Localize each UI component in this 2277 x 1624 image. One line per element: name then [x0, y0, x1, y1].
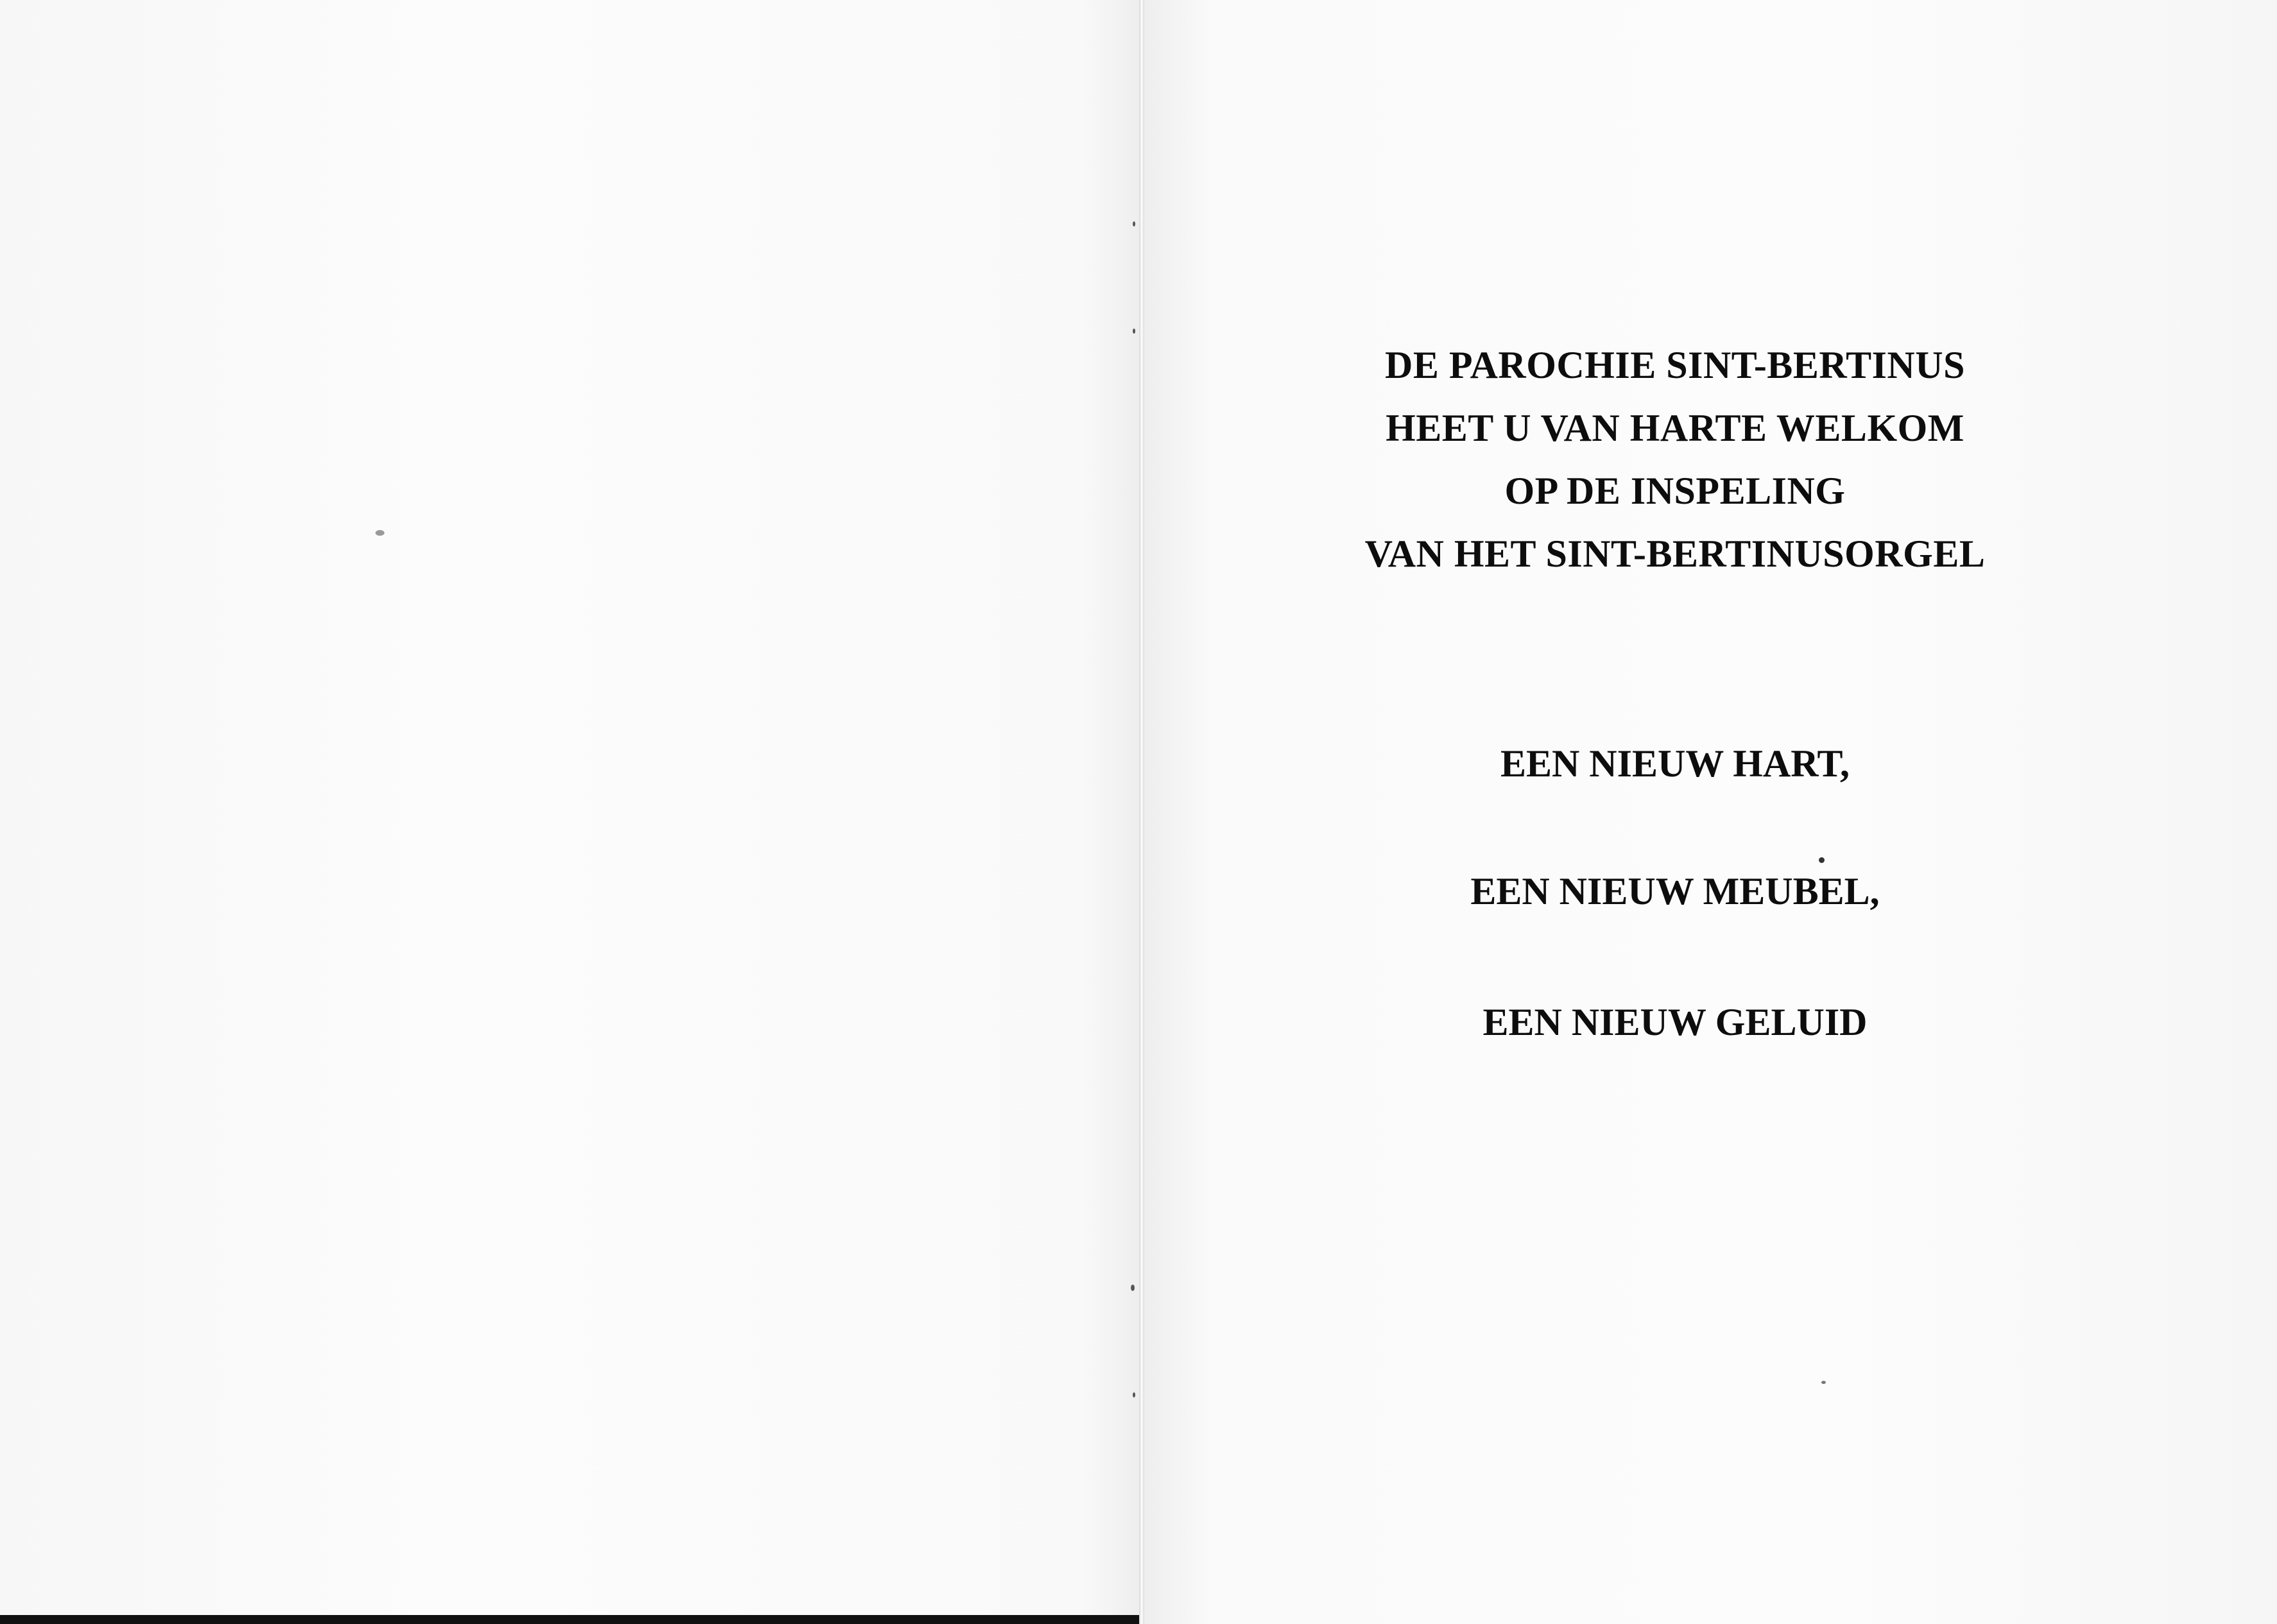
motto-line-furniture: EEN NIEUW MEUBEL, — [1470, 870, 1880, 912]
welcome-line: VAN HET SINT-BERTINUSORGEL — [1364, 533, 1986, 575]
page-fold — [1139, 0, 1144, 1624]
motto-line-sound: EEN NIEUW GELUID — [1482, 1001, 1868, 1043]
scan-speck — [1133, 329, 1135, 334]
scan-speck — [1131, 1285, 1135, 1291]
scan-speck — [1133, 221, 1135, 227]
scan-speck — [1821, 1381, 1826, 1384]
motto-line-heart: EEN NIEUW HART, — [1500, 742, 1850, 785]
welcome-line: DE PAROCHIE SINT-BERTINUS — [1385, 344, 1965, 386]
scan-speck — [1133, 1392, 1135, 1397]
welcome-line: OP DE INSPELING — [1504, 470, 1846, 512]
welcome-line: HEET U VAN HARTE WELKOM — [1386, 407, 1964, 449]
scan-bottom-edge — [0, 1615, 1139, 1624]
right-page — [1144, 0, 2277, 1624]
scan-speck — [375, 530, 384, 536]
scan-speck — [1819, 857, 1825, 863]
welcome-heading — [1251, 334, 2099, 585]
